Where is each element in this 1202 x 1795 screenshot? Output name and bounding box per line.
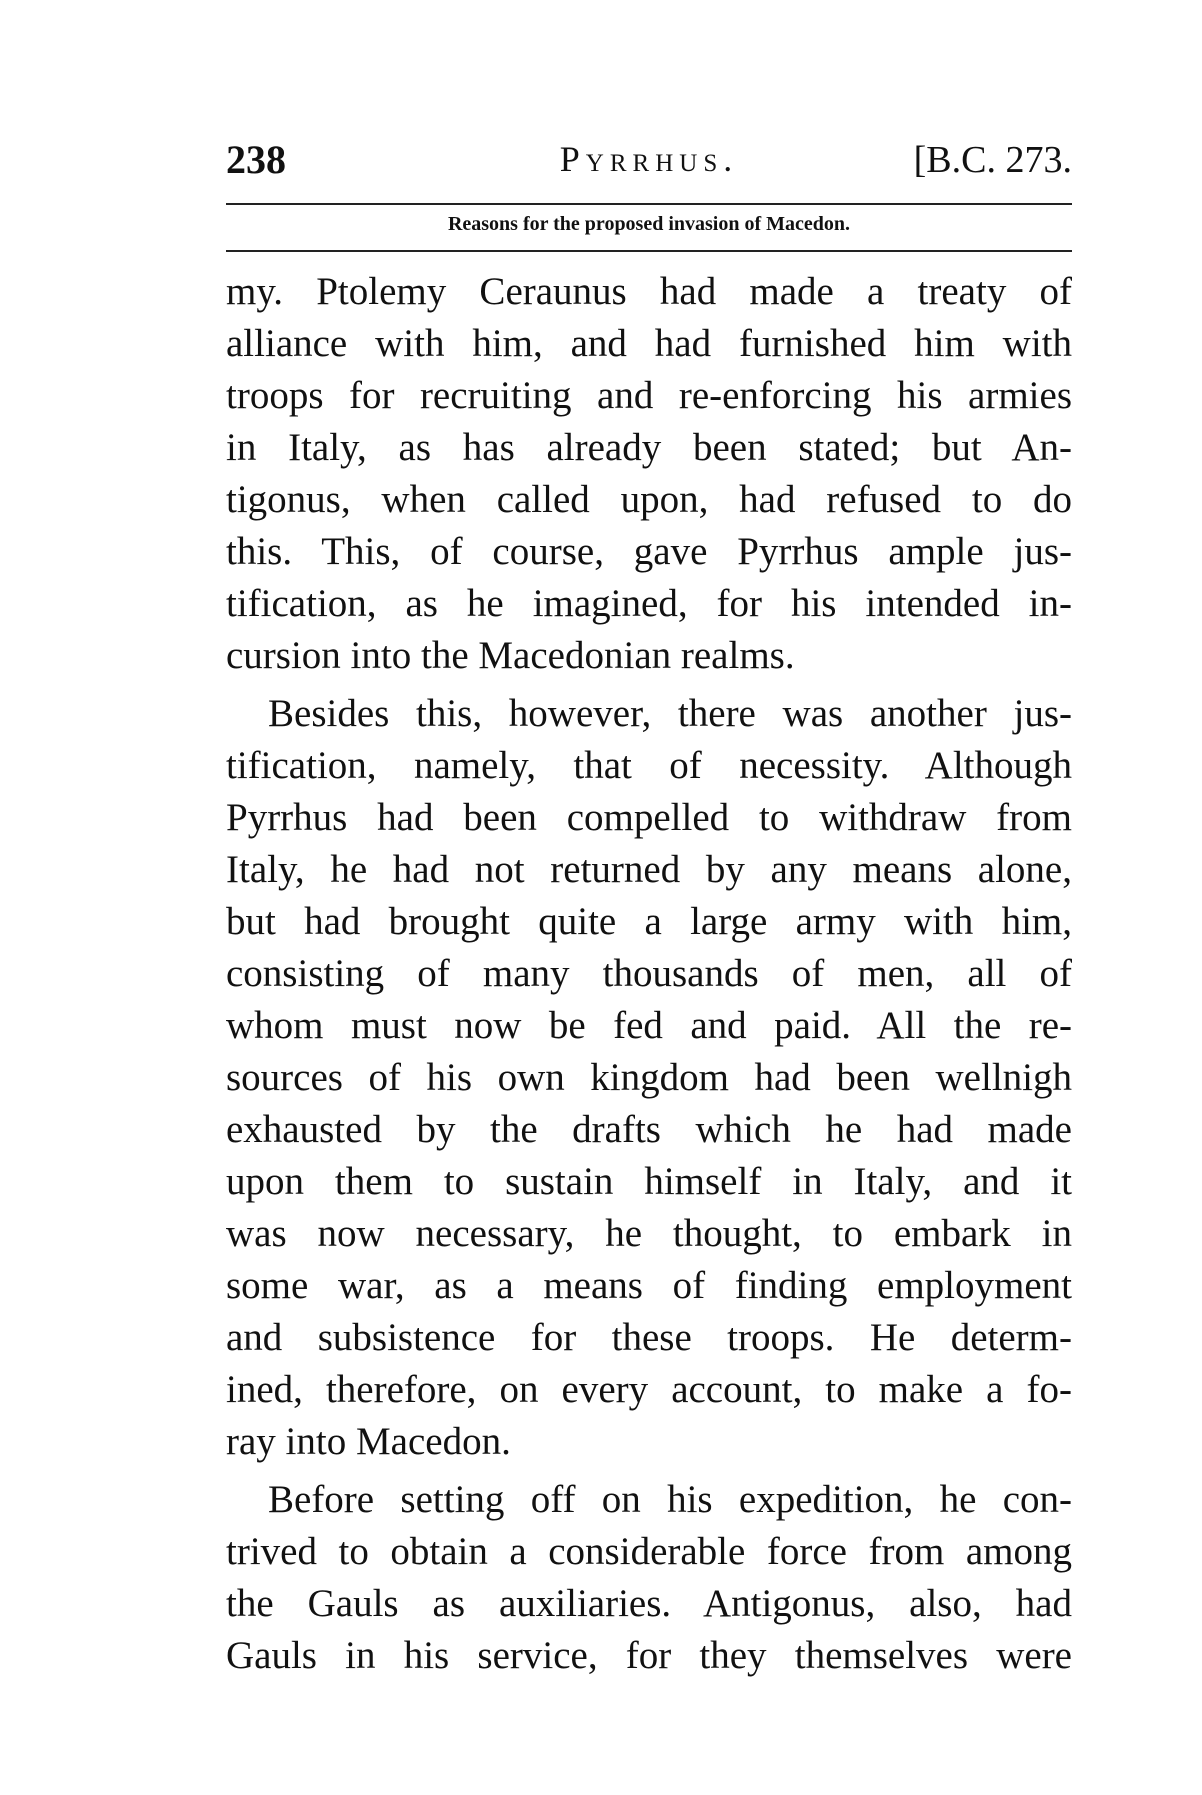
paragraph — [226, 688, 1072, 1468]
text-line: sources of his own kingdom had been wellnigh — [226, 1056, 1072, 1099]
text-line: exhausted by the drafts which he had made — [226, 1108, 1072, 1151]
running-title: Pyrrhus. — [559, 139, 739, 179]
text-line: Before setting off on his expedition, he con- — [268, 1478, 1072, 1521]
paragraph — [226, 266, 1072, 682]
text-line: tification, as he imagined, for his intended in- — [226, 582, 1072, 625]
text-line: Gauls in his service, for they themselves were — [226, 1634, 1072, 1677]
text-line: tification, namely, that of necessity. Although — [226, 744, 1072, 787]
text-line: whom must now be fed and paid. All the re- — [226, 1004, 1072, 1047]
text-line: this. This, of course, gave Pyrrhus ample jus- — [226, 530, 1072, 573]
text-line: cursion into the Macedonian realms. — [226, 634, 795, 677]
text-line: in Italy, as has already been stated; but An- — [226, 426, 1072, 469]
text-line: upon them to sustain himself in Italy, and it — [226, 1160, 1072, 1203]
text-line: Italy, he had not returned by any means alone, — [226, 848, 1072, 891]
text-line: my. Ptolemy Ceraunus had made a treaty of — [226, 270, 1072, 313]
text-line: the Gauls as auxiliaries. Antigonus, also, had — [226, 1582, 1072, 1625]
body-text — [226, 266, 1072, 1682]
text-line: Besides this, however, there was another jus- — [268, 692, 1072, 735]
text-line: was now necessary, he thought, to embark in — [226, 1212, 1072, 1255]
text-line: troops for recruiting and re-enforcing his armies — [226, 374, 1072, 417]
text-line: and subsistence for these troops. He determ- — [226, 1316, 1072, 1359]
text-line: consisting of many thousands of men, all of — [226, 952, 1072, 995]
text-line: tigonus, when called upon, had refused to do — [226, 478, 1072, 521]
text-line: Pyrrhus had been compelled to withdraw from — [226, 796, 1072, 839]
header-rule-top — [226, 203, 1072, 205]
page-number: 238 — [226, 137, 286, 182]
text-line: some war, as a means of finding employment — [226, 1264, 1072, 1307]
section-subtitle: Reasons for the proposed invasion of Macedon. — [447, 213, 851, 235]
paragraph — [226, 1474, 1072, 1682]
text-line: trived to obtain a considerable force from among — [226, 1530, 1072, 1573]
running-header — [226, 136, 1072, 200]
text-line: ray into Macedon. — [226, 1420, 511, 1463]
text-line: but had brought quite a large army with him, — [226, 900, 1072, 943]
text-line: alliance with him, and had furnished him with — [226, 322, 1072, 365]
text-line: ined, therefore, on every account, to make a fo- — [226, 1368, 1072, 1411]
running-date: [B.C. 273. — [913, 139, 1072, 181]
header-rule-bottom — [226, 250, 1072, 252]
